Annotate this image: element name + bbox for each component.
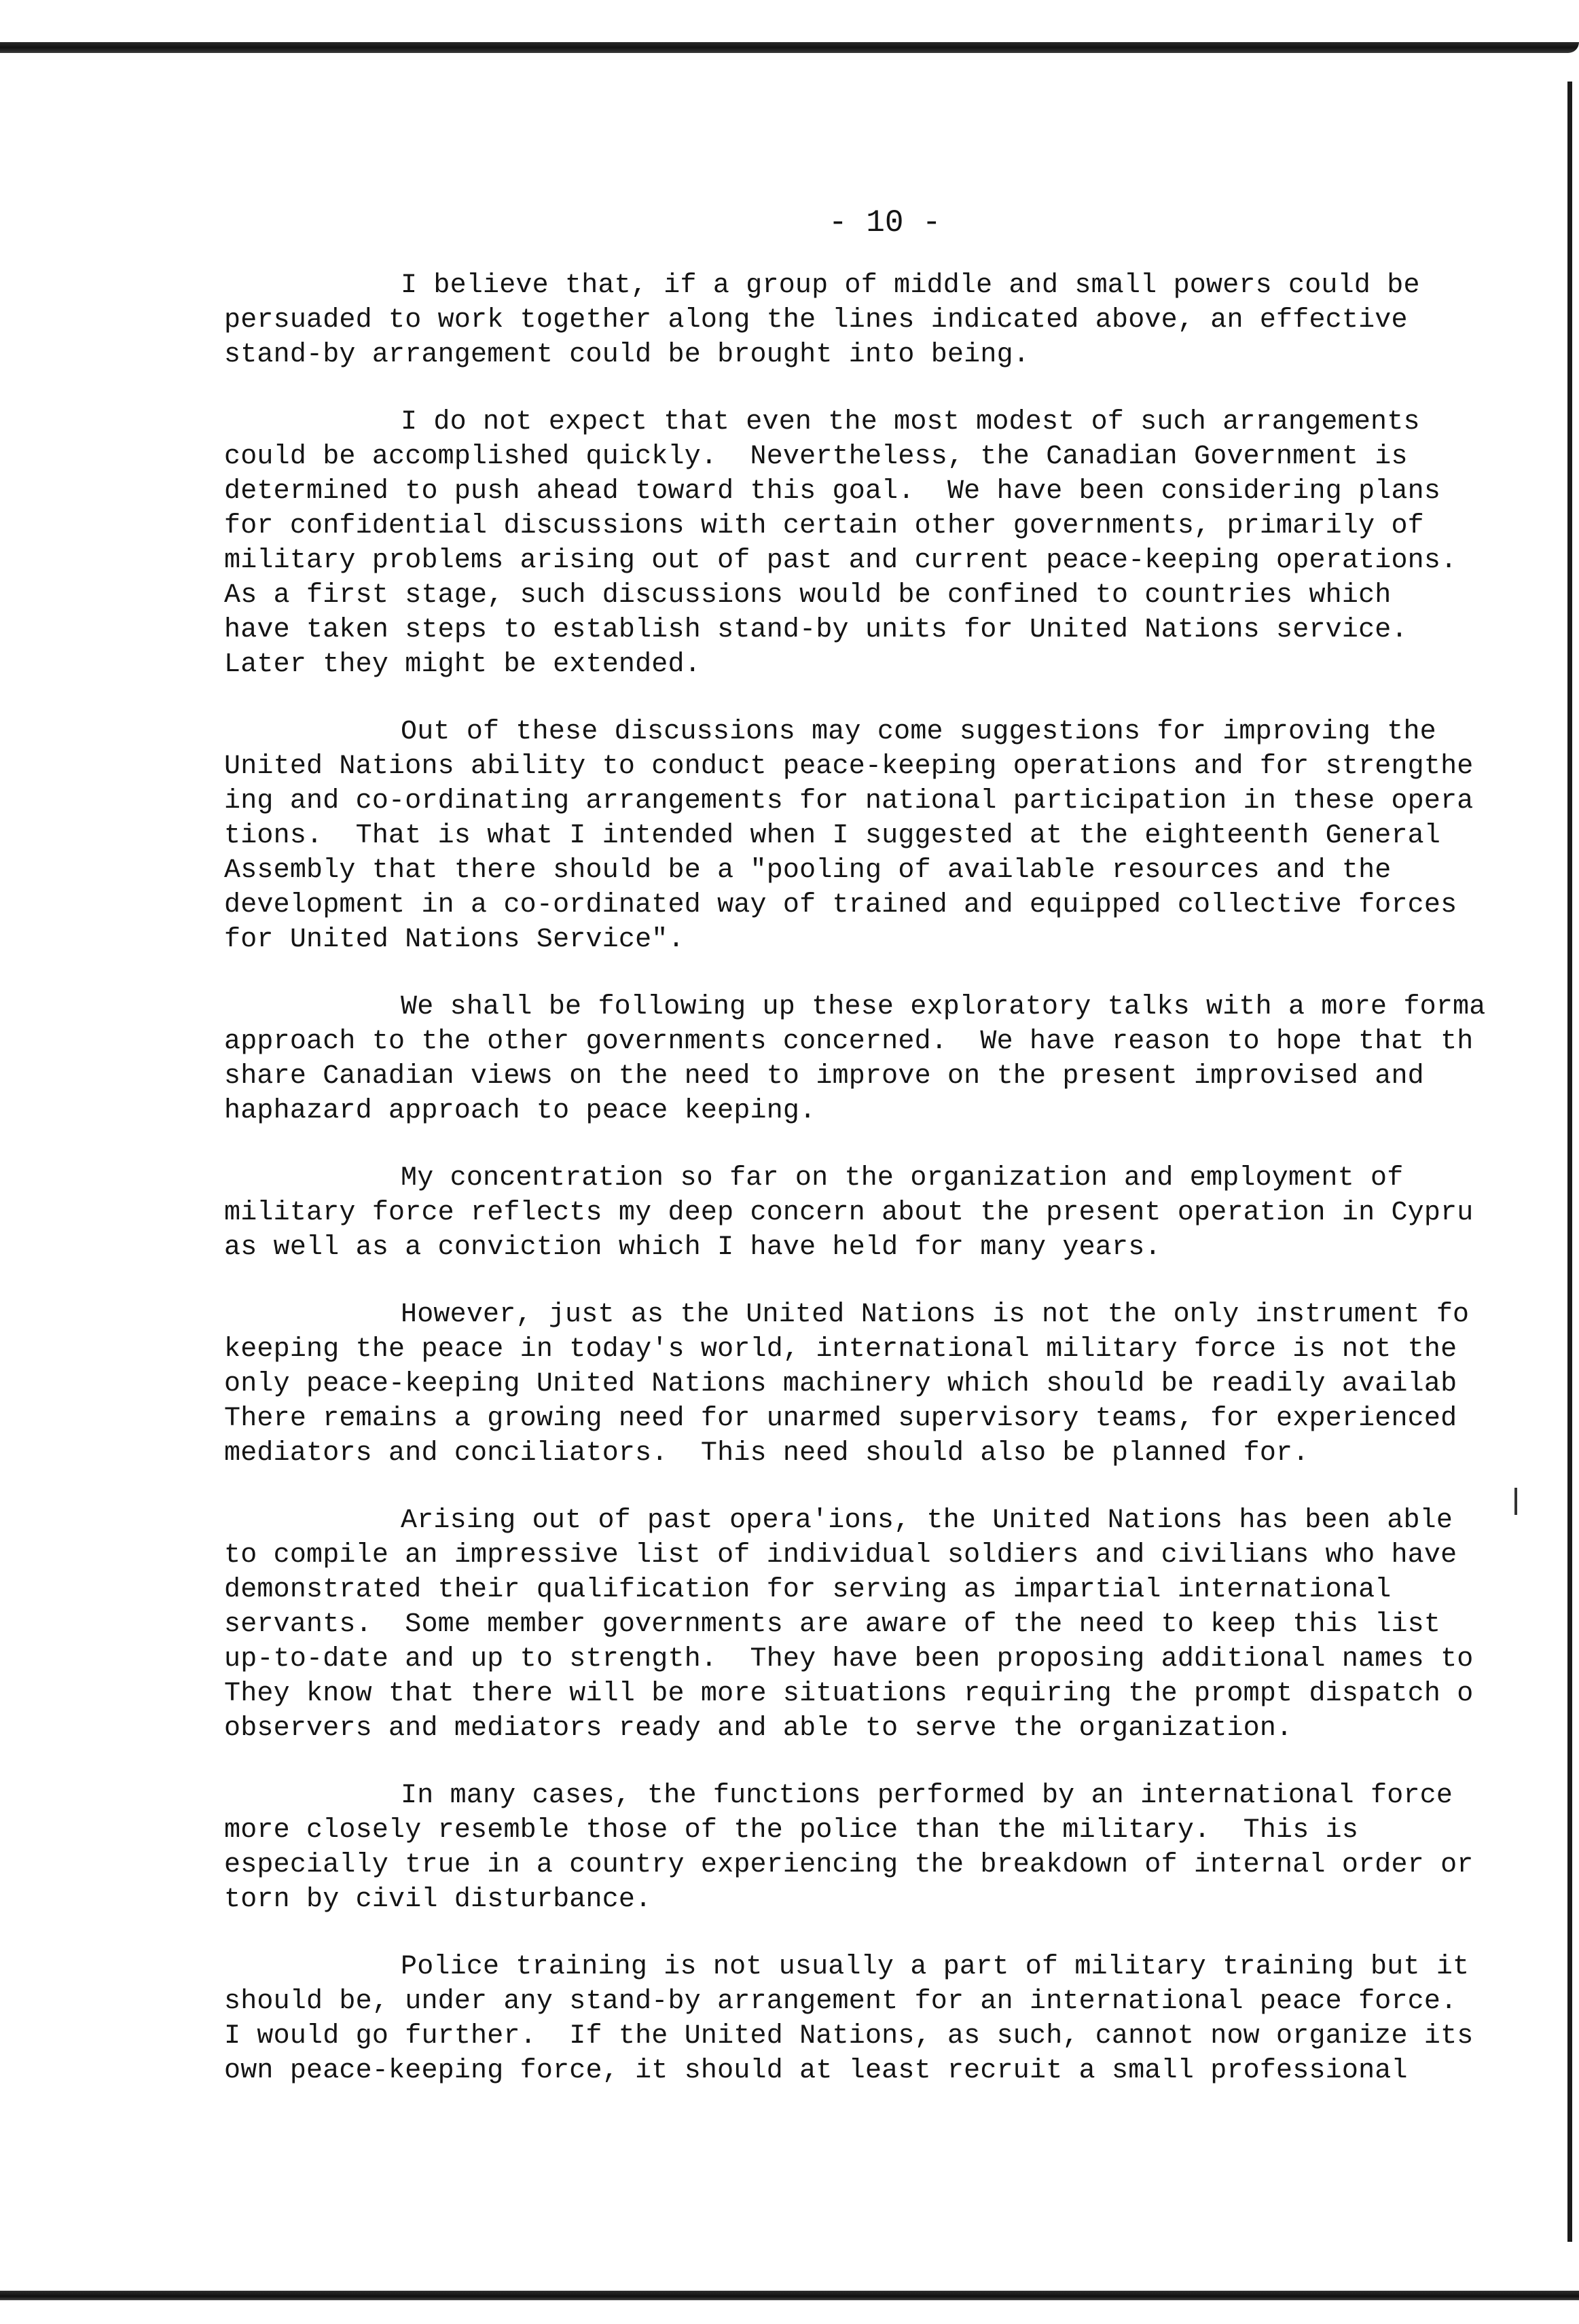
text-line: could be accomplished quickly. Nevertheless, the Canadian Government is: [224, 442, 1408, 472]
text-line: However, just as the United Nations is not the only instrument fo: [401, 1300, 1470, 1330]
text-line: United Nations ability to conduct peace-keeping operations and for strengthe: [224, 751, 1474, 782]
text-line: keeping the peace in today's world, international military force is not the: [224, 1334, 1457, 1365]
text-line: Police training is not usually a part of military training but it: [401, 1952, 1470, 1982]
text-line: more closely resemble those of the police than the military. This is: [224, 1815, 1359, 1846]
text-line: own peace-keeping force, it should at least recruit a small professional: [224, 2056, 1408, 2086]
text-line: I do not expect that even the most modest of such arrangements: [401, 407, 1420, 437]
text-line: We shall be following up these exploratory talks with a more forma: [401, 992, 1486, 1022]
text-line: military force reflects my deep concern about the present operation in Cypru: [224, 1198, 1474, 1228]
text-line: military problems arising out of past and current peace-keeping operations.: [224, 546, 1457, 576]
text-line: I would go further. If the United Nations, as such, cannot now organize its: [224, 2021, 1474, 2052]
text-line: approach to the other governments concerned. We have reason to hope that th: [224, 1026, 1474, 1057]
text-line: especially true in a country experiencing the breakdown of internal order or: [224, 1850, 1474, 1880]
text-line: demonstrated their qualification for serving as impartial international: [224, 1575, 1392, 1605]
text-line: As a first stage, such discussions would be confined to countries which: [224, 580, 1392, 611]
text-line: ing and co-ordinating arrangements for national participation in these opera: [224, 786, 1474, 817]
text-line: up-to-date and up to strength. They have been proposing additional names to: [224, 1644, 1474, 1675]
text-line: stand-by arrangement could be brought into being.: [224, 340, 1030, 370]
text-line: as well as a conviction which I have held for many years.: [224, 1232, 1161, 1263]
text-line: should be, under any stand-by arrangement for an international peace force.: [224, 1986, 1457, 2017]
text-line: for United Nations Service".: [224, 925, 685, 955]
text-line: Assembly that there should be a "pooling of available resources and the: [224, 855, 1392, 886]
paragraph: [224, 1161, 1528, 1265]
paragraph: [224, 268, 1528, 372]
document-body: [224, 268, 1528, 2121]
scan-border-right: [1567, 82, 1572, 2242]
text-line: Arising out of past opera'ions, the United Nations has been able: [401, 1505, 1453, 1536]
paragraph: [224, 1950, 1528, 2088]
text-line: Later they might be extended.: [224, 649, 701, 680]
text-line: share Canadian views on the need to improve on the present improvised and: [224, 1061, 1424, 1092]
paragraph: [224, 405, 1528, 682]
paragraph: [224, 990, 1528, 1128]
paragraph: [224, 1298, 1528, 1471]
page-number: - 10 -: [829, 205, 941, 240]
text-line: only peace-keeping United Nations machinery which should be readily availab: [224, 1369, 1457, 1399]
text-line: Out of these discussions may come suggestions for improving the: [401, 717, 1436, 747]
text-line: There remains a growing need for unarmed supervisory teams, for experienced: [224, 1404, 1457, 1434]
text-line: have taken steps to establish stand-by units for United Nations service.: [224, 615, 1408, 645]
text-line: observers and mediators ready and able to serve the organization.: [224, 1713, 1293, 1744]
text-line: I believe that, if a group of middle and small powers could be: [401, 270, 1420, 301]
scan-border-top: [0, 42, 1579, 53]
text-line: tions. That is what I intended when I suggested at the eighteenth General: [224, 821, 1441, 851]
text-line: torn by civil disturbance.: [224, 1884, 652, 1915]
text-line: to compile an impressive list of individual soldiers and civilians who have: [224, 1540, 1457, 1571]
text-line: haphazard approach to peace keeping.: [224, 1096, 816, 1126]
text-line: persuaded to work together along the lines indicated above, an effective: [224, 305, 1408, 336]
paragraph: [224, 1503, 1528, 1746]
text-line: for confidential discussions with certain other governments, primarily of: [224, 511, 1424, 541]
text-line: My concentration so far on the organization and employment of: [401, 1163, 1404, 1194]
text-line: They know that there will be more situations requiring the prompt dispatch o: [224, 1679, 1474, 1709]
text-line: determined to push ahead toward this goal. We have been considering plans: [224, 476, 1441, 507]
scan-border-bottom: [0, 2291, 1579, 2300]
text-line: mediators and conciliators. This need should also be planned for.: [224, 1438, 1309, 1469]
paragraph: [224, 1778, 1528, 1917]
paragraph: [224, 715, 1528, 957]
text-line: servants. Some member governments are aware of the need to keep this list: [224, 1609, 1441, 1640]
text-line: development in a co-ordinated way of trained and equipped collective forces: [224, 890, 1457, 920]
text-line: In many cases, the functions performed by an international force: [401, 1781, 1453, 1811]
